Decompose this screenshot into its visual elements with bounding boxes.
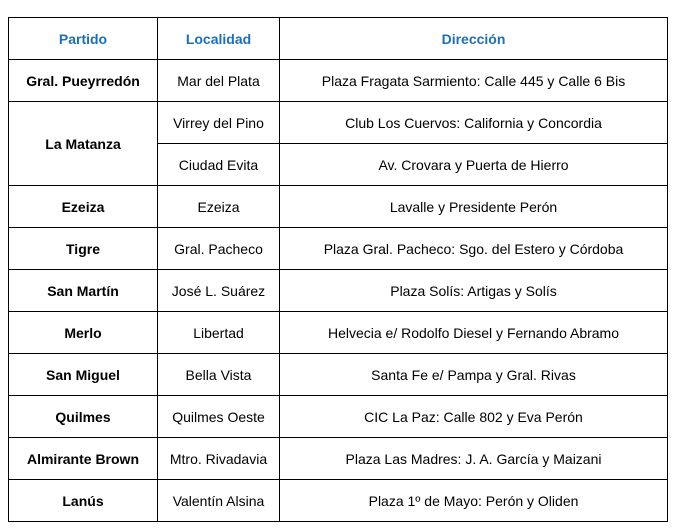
- cell-partido: San Martín: [9, 270, 158, 312]
- table-row: [9, 270, 668, 312]
- cell-partido: Ezeiza: [9, 186, 158, 228]
- cell-direccion: Plaza Gral. Pacheco: Sgo. del Estero y Córdoba: [280, 228, 668, 270]
- header-direccion: Dirección: [280, 18, 668, 60]
- header-partido: Partido: [9, 18, 158, 60]
- header-row: [9, 18, 668, 60]
- table-row: [9, 102, 668, 144]
- cell-direccion: Plaza 1º de Mayo: Perón y Oliden: [280, 480, 668, 522]
- table-row: [9, 480, 668, 522]
- table-row: [9, 60, 668, 102]
- cell-direccion: Club Los Cuervos: California y Concordia: [280, 102, 668, 144]
- cell-localidad: Virrey del Pino: [158, 102, 280, 144]
- cell-localidad: José L. Suárez: [158, 270, 280, 312]
- cell-direccion: Plaza Solís: Artigas y Solís: [280, 270, 668, 312]
- cell-direccion: Plaza Fragata Sarmiento: Calle 445 y Calle 6 Bis: [280, 60, 668, 102]
- cell-localidad: Libertad: [158, 312, 280, 354]
- table-row: [9, 438, 668, 480]
- table-row: [9, 396, 668, 438]
- cell-direccion: CIC La Paz: Calle 802 y Eva Perón: [280, 396, 668, 438]
- cell-direccion: Plaza Las Madres: J. A. García y Maizani: [280, 438, 668, 480]
- cell-direccion: Lavalle y Presidente Perón: [280, 186, 668, 228]
- cell-localidad: Valentín Alsina: [158, 480, 280, 522]
- header-localidad: Localidad: [158, 18, 280, 60]
- cell-partido: Lanús: [9, 480, 158, 522]
- cell-localidad: Bella Vista: [158, 354, 280, 396]
- locations-table: [8, 17, 668, 522]
- cell-direccion: Av. Crovara y Puerta de Hierro: [280, 144, 668, 186]
- cell-partido: Quilmes: [9, 396, 158, 438]
- table-row: [9, 186, 668, 228]
- cell-direccion: Santa Fe e/ Pampa y Gral. Rivas: [280, 354, 668, 396]
- cell-partido: Merlo: [9, 312, 158, 354]
- table-row: [9, 312, 668, 354]
- cell-localidad: Quilmes Oeste: [158, 396, 280, 438]
- cell-localidad: Mar del Plata: [158, 60, 280, 102]
- cell-partido: Tigre: [9, 228, 158, 270]
- cell-direccion: Helvecia e/ Rodolfo Diesel y Fernando Abramo: [280, 312, 668, 354]
- cell-localidad: Ezeiza: [158, 186, 280, 228]
- cell-partido: Almirante Brown: [9, 438, 158, 480]
- cell-partido: San Miguel: [9, 354, 158, 396]
- cell-partido: Gral. Pueyrredón: [9, 60, 158, 102]
- cell-localidad: Mtro. Rivadavia: [158, 438, 280, 480]
- cell-partido: La Matanza: [9, 102, 158, 186]
- table-row: [9, 228, 668, 270]
- cell-localidad: Ciudad Evita: [158, 144, 280, 186]
- table-row: [9, 354, 668, 396]
- cell-localidad: Gral. Pacheco: [158, 228, 280, 270]
